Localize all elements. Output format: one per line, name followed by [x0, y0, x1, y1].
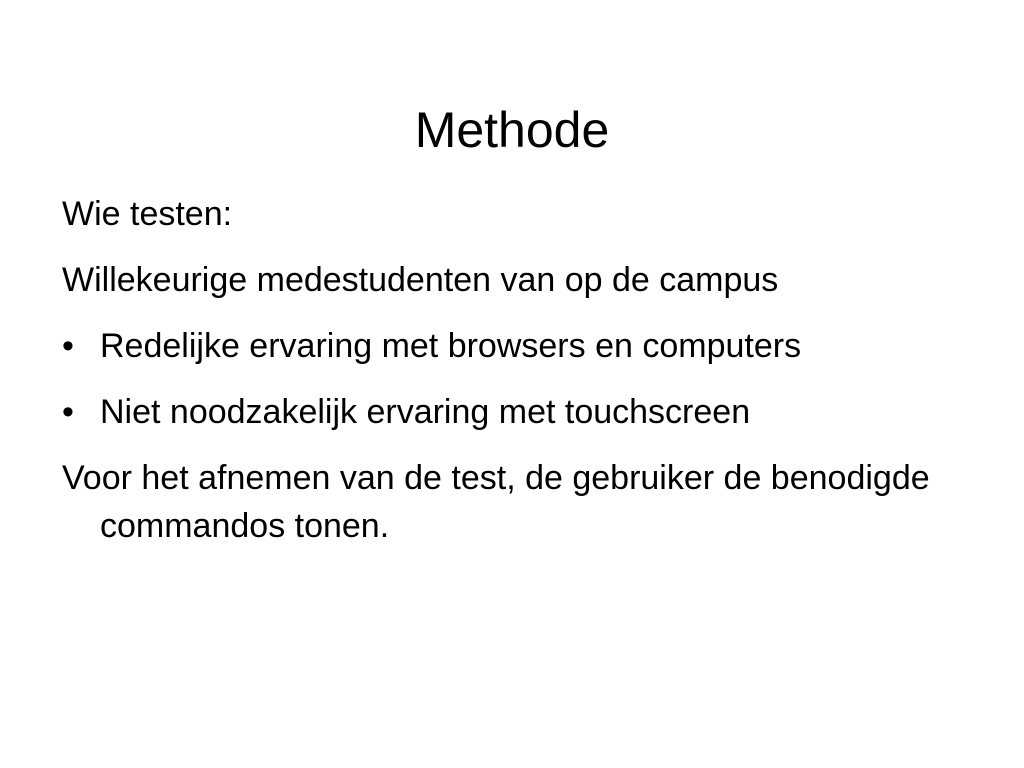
- bullet-item-touchscreen-experience: [62, 388, 982, 436]
- bullet-item-browser-experience: [62, 322, 982, 370]
- bullet-text: Niet noodzakelijk ervaring met touchscreen: [100, 393, 751, 431]
- bullet-icon: •: [62, 327, 74, 365]
- slide-content: [62, 190, 982, 568]
- intro-line: Wie testen:: [62, 195, 233, 233]
- subjects-line: Willekeurige medestudenten van op de campus: [62, 261, 779, 299]
- slide-title: Methode: [414, 101, 610, 158]
- bullet-icon: •: [62, 393, 74, 431]
- closing-line: Voor het afnemen van de test, de gebruiker de benodigde commandos tonen.: [62, 459, 930, 545]
- bullet-text: Redelijke ervaring met browsers en computers: [100, 327, 802, 365]
